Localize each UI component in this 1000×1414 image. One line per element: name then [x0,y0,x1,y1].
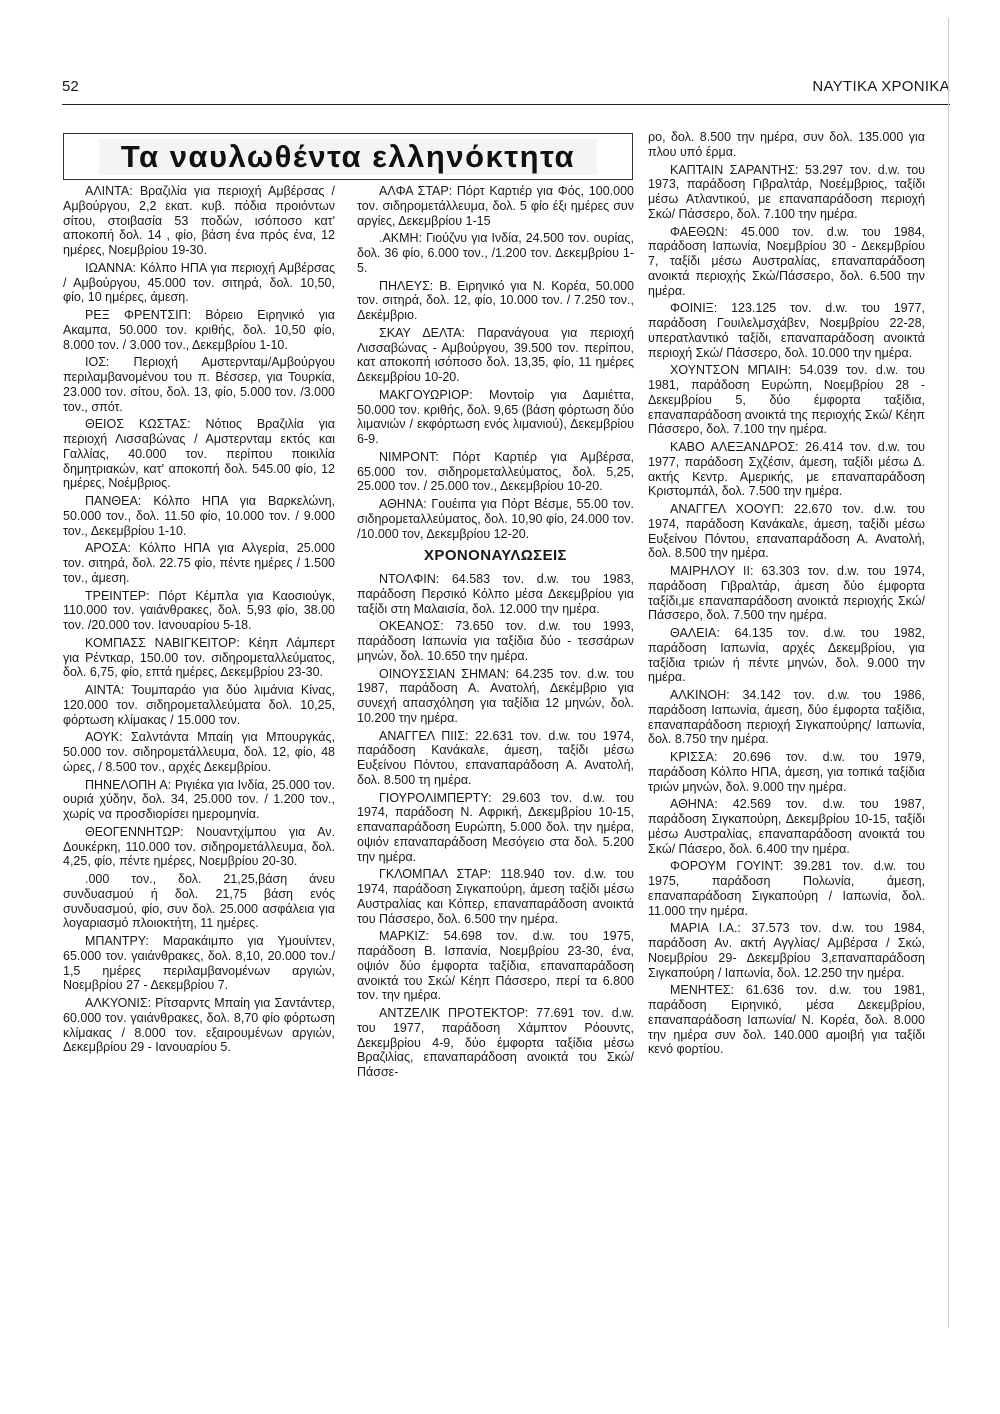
charter-entry: ΣΚΑΥ ΔΕΛΤΑ: Παρανάγουα για περιοχή Λισσαβώνας - Αμβούργου, 39.500 τον. περίπου, κατ αποκοπή ισόποσο δολ. 13,35, φίο, 11 ημέρες Δεκεμβρίου 10-20. [357,325,634,384]
charter-entry: .ΑΚΜΗ: Γιούζνυ για Ινδία, 24.500 τον. ουρίας, δολ. 36 φίο, 6.000 τον., /1.200 τον. Δεκεμβρίου 1-5. [357,231,634,275]
time-charter-entry: ΦΑΕΘΩΝ: 45.000 τον. d.w. του 1984, παράδοση Ιαπωνία, Νοεμβρίου 30 - Δεκεμβρίου 7, ταξίδι μέσω Αυστραλίας, επαναπαράδοση ανοικτά περιοχής Σκώ/Πάσσερο, δολ. 6.500 την ημέρα. [648,224,925,298]
time-charter-entry: ΜΑΙΡΗΛΟΥ ΙΙ: 63.303 τον. d.w. του 1974, παράδοση Γιβραλτάρ, άμεση δύο έμφορτα ταξίδι,με επαναπαράδοση ανοικτά περιοχής Σκώ/ Πάσσερο, δολ. 7.500 την ημέρα. [648,564,925,623]
header-rule [62,104,950,105]
charter-entry: ΑΛΦΑ ΣΤΑΡ: Πόρτ Καρτιέρ για Φός, 100.000 τον. σιδηρομετάλλευμα, δολ. 5 φίο έξι ημέρες συν αργίες, Δεκεμβρίου 1-15 [357,184,634,228]
article-title: Τα ναυλωθέντα ελληνόκτητα [99,139,597,175]
charter-entry: ΑΘΗΝΑ: Γουέιπα για Πόρτ Βέσμε, 55.00 τον. σιδηρομεταλλεύματος, δολ. 10,90 φίο, 24.000 τον. /10.000 τον, Δεκεμβρίου 12-20. [357,497,634,541]
charter-entry: ΑΛΙΝΤΑ: Βραζιλία για περιοχή Αμβέρσας /Αμβούργου, 2,2 εκατ. κυβ. πόδια προιόντων σίτου, στοιβασία 53 ποδών, ισόποσο κατ' αποκοπή δολ. 14 , φίο, βάση ένα πρός ένα, 12 ημέρες, Νοεμβρίου 19-30. [63,184,335,257]
column-1 [63,184,335,1058]
time-charter-entry: ΦΟΙΝΙΞ: 123.125 τον. d.w. του 1977, παράδοση Γουιλελμσχάβεν, Νοεμβρίου 22-28, υπερατλαντικό ταξίδι, επαναπαράδοση ανοικτά περιοχή Σκώ/ Πάσσερο, δολ. 10.000 την ημέρα. [648,301,925,360]
time-charter-entry: ΧΟΥΝΤΣΟΝ ΜΠΑΙΗ: 54.039 τον. d.w. του 1981, παράδοση Ευρώπη, Νοεμβρίου 28 - Δεκεμβρίου 5, δύο έμφορτα ταξίδια, επαναπαράδοση ανοικτά της περιοχής Σκώ/ Κέηπ Πάσσερο, δολ. 7.100 την ημέρα. [648,363,925,437]
charter-entry: ΑΙΝΤΑ: Τουμπαράο για δύο λιμάνια Κίνας, 120.000 τον. σιδηρομεταλλεύματα δολ. 10,25, φόρτωση κλίμακας / 15.000 τον. [63,683,335,727]
charter-entry: ΜΑΚΓΟΥΩΡΙΟΡ: Μοντοίρ για Δαμιέττα, 50.000 τον. κριθής, δολ. 9,65 (βάση φόρτωση δύο λιμανιών / εκφόρτωση ενός λιμανιού), Δεκεμβρίου 6-9. [357,387,634,446]
charter-entry: ΠΗΛΕΥΣ: Β. Ειρηνικό για Ν. Κορέα, 50.000 τον. σιτηρά, δολ. 12, φίο, 10.000 τον. / 7.250 τον., Δεκέμβριο. [357,278,634,322]
time-charter-entry: ΑΛΚΙΝΟΗ: 34.142 τον. d.w. του 1986, παράδοση Ιαπωνία, άμεση, δύο έμφορτα ταξίδια, επαναπαράδοση περιοχή Σιγκαπούρης/ Ιαπωνία, δολ. 8.750 την ημέρα. [648,688,925,747]
time-charter-entry: ΓΙΟΥΡΟΛΙΜΠΕΡΤΥ: 29.603 τον. d.w. του 1974, παράδοση Ν. Αφρική, Δεκεμβρίου 10-15, επαναπαράδοση Ευρώπη, 5.000 δολ. την ημέρα, οψιόν επαναπαράδοση Μεσόγειο στα δολ. 5.200 την ημέρα. [357,790,634,864]
charter-entry: ΚΟΜΠΑΣΣ ΝΑΒΙΓΚΕΙΤΟΡ: Κέηπ Λάμπερτ για Ρέντκαρ, 150.00 τον. σιδηρομεταλλεύματος, δολ. 6,75, φίο, επτά ημέρες, Δεκεμβρίου 23-30. [63,635,335,680]
time-charter-entry: ΑΝΑΓΓΕΛ ΠΙΙΣ: 22.631 τον. d.w. του 1974, παράδοση Κανάκαλε, άμεση, ταξίδι μέσω Ευξείνου Πόντου, επαναπαράδοση Α. Ανατολή, δολ. 8.500 τη ημέρα. [357,728,634,787]
time-charter-entry: ΟΚΕΑΝΟΣ: 73.650 τον. d.w. του 1993, παράδοση Ιαπωνία για ταξίδια δύο - τεσσάρων μηνών, δολ. 10.650 την ημέρα. [357,619,634,663]
charter-entry: .000 τον., δολ. 21,25,βάση άνευ συνδυασμού ή δολ. 21,75 βάση ενός συνδυασμού, φίο, συν δολ. 25.000 ασφάλεια για λογαριασμό πλοιοκτήτη, 11 ημέρες. [63,872,335,931]
column-3 [648,130,925,1060]
page-edge-line [948,18,949,1328]
page-number: 52 [62,78,79,95]
time-charter-entry: ΝΤΟΛΦΙΝ: 64.583 τον. d.w. του 1983, παράδοση Περσικό Κόλπο μέσα Δεκεμβρίου για ταξίδι στη Μαλαισία, δολ. 12.000 την ημέρα. [357,572,634,616]
charter-entry: ΜΠΑΝΤΡΥ: Μαρακάιμπο για Υμουίντεν, 65.000 τον. γαιάνθρακες, δολ. 8,10, 20.000 τον./ 1,5 ημέρες περιλαμβανομένων αργιών, Νοεμβρίου 27 - Δεκεμβρίου 7. [63,934,335,993]
time-charter-entry: ΜΑΡΚΙΖ: 54.698 τον. d.w. του 1975, παράδοση Β. Ισπανία, Νοεμβρίου 23-30, ένα, οψιόν δύο έμφορτα ταξίδια, επαναπαράδοση ανοικτά του Σκώ/ Κέηπ Πάσσερο, περί τα 6.800 τον. την ημέρα. [357,929,634,1003]
column-2 [357,184,634,1083]
charter-entry: ΙΩΑΝΝΑ: Κόλπο ΗΠΑ για περιοχή Αμβέρσας / Αμβούργου, 45.000 τον. σιτηρά, δολ. 10,50, φίο, 10 ημέρες, άμεση. [63,260,335,305]
charter-entry: ΠΗΝΕΛΟΠΗ Α: Ριγιέκα για Ινδία, 25.000 τον. ουριά χύδην, δολ. 34, 25.000 τον. / 1.200 τον., χωρίς να προσδιορίσει ημερομηνία. [63,777,335,821]
magazine-name: ΝΑΥΤΙΚΑ ΧΡΟΝΙΚΑ [812,78,950,95]
page-header [62,78,950,106]
article-title-box [63,133,633,180]
time-charter-entry: ΚΡΙΣΣΑ: 20.696 τον. d.w. του 1979, παράδοση Κόλπο ΗΠΑ, άμεση, για τοπικά ταξίδια τριών μηνών, δολ. 9.000 την ημέρα. [648,750,925,794]
time-charter-continuation: ρο, δολ. 8.500 την ημέρα, συν δολ. 135.000 για πλου υπό έρμα. [648,130,925,159]
time-charter-entry: ΟΙΝΟΥΣΣΙΑΝ ΣΗΜΑΝ: 64.235 τον. d.w. του 1987, παράδοση Α. Ανατολή, Δεκέμβριο για συνεχή απασχόληση για ταξίδια 12 μηνών, δολ. 10.200 την ημέρα. [357,666,634,725]
time-charter-entry: ΓΚΛΟΜΠΑΛ ΣΤΑΡ: 118.940 τον. d.w. του 1974, παράδοση Σιγκαπούρη, άμεση ταξίδι μέσω Αυστραλίας και Κόπερ, επαναπαράδοση ανοικτά του Πάσσερο, δολ. 6.500 την ημέρα. [357,867,634,926]
charter-entry: ΝΙΜΡΟΝΤ: Πόρτ Καρτιέρ για Αμβέρσα, 65.000 τον. σιδηρομεταλλεύματος, δολ. 5,25, 25.000 τον. / 25.000 τον., Δεκεμβρίου 10-20. [357,449,634,494]
time-charter-entry: ΑΝΑΓΓΕΛ ΧΟΟΥΠ: 22.670 τον. d.w. του 1974, παράδοση Κανάκαλε, άμεση, ταξίδι μέσω Ευξείνου Πόντου, επαναπαράδοση Α. Ανατολή, δολ. 8.500 την ημέρα. [648,502,925,561]
section-heading: ΧΡΟΝΟΝΑΥΛΩΣΕΙΣ [424,547,567,565]
charter-entry: ΙΟΣ: Περιοχή Αμστερνταμ/Αμβούργου περιλαμβανομένου του π. Βέσσερ, για Τουρκία, 23.000 τον. σίτου, δολ. 13, φίο, 5.000 τον. /3.000 τον., σπότ. [63,355,335,414]
time-charter-entry: ΑΘΗΝΑ: 42.569 τον. d.w. του 1987, παράδοση Σιγκαπούρη, Δεκεμβρίου 10-15, ταξίδι μέσω Αυστραλίας, επαναπαράδοση ανοικτά του Σκώ/ Πάσερο, δολ. 6.400 την ημέρα. [648,797,925,856]
charter-entry: ΑΟΥΚ: Σαλντάντα Μπαίη για Μπουργκάς, 50.000 τον. σιδηρομετάλλευμα, δολ. 12, φίο, 48 ώρες, / 8.500 τον., αρχές Δεκεμβρίου. [63,730,335,774]
time-charter-entry: ΚΑΠΤΑΙΝ ΣΑΡΑΝΤΗΣ: 53.297 τον. d.w. του 1973, παράδοση Γιβραλτάρ, Νοεέμβριος, ταξίδι μέσω Ατλαντικού, με επαναπαράδοση περιοχή Σκώ/ Πάσσερο, δολ. 7.100 την ημέρα. [648,162,925,221]
time-charter-entry: ΑΝΤΖΕΛΙΚ ΠΡΟΤΕΚΤΟΡ: 77.691 τον. d.w. του 1977, παράδοση Χάμπτον Ρόουντς, Δεκεμβρίου 4-9, δύο έμφορτα ταξίδια μέσω Βραζιλίας, επαναπαράδοση ανοικτά του Σκώ/ Πάσσε- [357,1006,634,1079]
charter-entry: ΘΕΟΓΕΝΝΗΤΩΡ: Νουαντχίμπου για Αν. Δουκέρκη, 110.000 τον. σιδηρομετάλλευμα, δολ. 4,25, φίο, πέντε ημέρες, Νοεμβρίου 20-30. [63,824,335,869]
charter-entry: ΠΑΝΘΕΑ: Κόλπο ΗΠΑ για Βαρκελώνη, 50.000 τον., δολ. 11.50 φίο, 10.000 τον. / 9.000 τον., Δεκεμβρίου 1-10. [63,494,335,538]
charter-entry: ΑΛΚΥΟΝΙΣ: Ρίτσαρντς Μπαίη για Σαντάντερ, 60.000 τον. γαιάνθρακες, δολ. 8,70 φίο φόρτωση κλίμακας / 8.000 τον. εξαιρουμένων αργιών, Δεκεμβρίου 29 - Ιανουαρίου 5. [63,996,335,1055]
time-charter-entry: ΘΑΛΕΙΑ: 64.135 τον. d.w. του 1982, παράδοση Ιαπωνία, αρχές Δεκεμβρίου, για ταξίδια τριών ή πέντε μηνών, δολ. 9.000 την ημέρα. [648,626,925,685]
charter-entry: ΡΕΞ ΦΡΕΝΤΣΙΠ: Βόρειο Ειρηνικό για Ακαμπα, 50.000 τον. κριθής, δολ. 10,50 φίο, 8.000 τον. / 3.000 τον., Δεκεμβρίου 1-10. [63,308,335,352]
time-charter-entry: ΦΟΡΟΥΜ ΓΟΥΙΝΤ: 39.281 τον. d.w. του 1975, παράδοση Πολωνία, άμεση, επαναπαράδοση Σιγκαπούρη / Ιαπωνία, δολ. 11.000 την ημέρα. [648,859,925,918]
time-charter-entry: ΚΑΒΟ ΑΛΕΞΑΝΔΡΟΣ: 26.414 τον. d.w. του 1977, παράδοση Σχζέσιν, άμεση, ταξίδι μέσω Δ. ακτής Κεντρ. Αμερικής, με επαναπαράδοση Κριστομπάλ, δολ. 7.500 την ημέρα. [648,440,925,499]
charter-entry: ΘΕΙΟΣ ΚΩΣΤΑΣ: Νότιος Βραζιλία για περιοχή Λισσαβώνας / Αμστερνταμ εκτός και Γαλλίας, 40.000 τον. περίπου ποικιλία δημητριακών, κατ' αποκοπή δολ. 545.00 φίο, 12 ημέρες, Νοέμβριος. [63,417,335,491]
time-charter-entry: ΜΑΡΙΑ Ι.Α.: 37.573 τον. d.w. του 1984, παράδοση Αν. ακτή Αγγλίας/ Αμβέρσα / Σκώ, Νοεμβρίου 29- Δεκεμβρίου 3,επαναπαράδοση Σιγκαπούρη / Ιαπωνία, δολ. 12.250 την ημέρα. [648,921,925,980]
charter-entry: ΤΡΕΙΝΤΕΡ: Πόρτ Κέμπλα για Καοσιούγκ, 110.000 τον. γαιάνθρακες, δολ. 5,93 φίο, 38.00 τον. /20.000 τον. Ιανουαρίου 5-18. [63,588,335,632]
time-charter-entry: ΜΕΝΗΤΕΣ: 61.636 τον. d.w. του 1981, παράδοση Ειρηνικό, μέσα Δεκεμβρίου, επαναπαράδοση Ιαπωνία/ Ν. Κορέα, δολ. 8.000 την ημέρα συν δολ. 140.000 αμοιβή για ταξίδι κενό φορτίου. [648,983,925,1057]
charter-entry: ΑΡΟΣΑ: Κόλπο ΗΠΑ για Αλγερία, 25.000 τον. σιτηρά, δολ. 22.75 φίο, πέντε ημέρες / 1.500 τον., άμεση. [63,541,335,585]
